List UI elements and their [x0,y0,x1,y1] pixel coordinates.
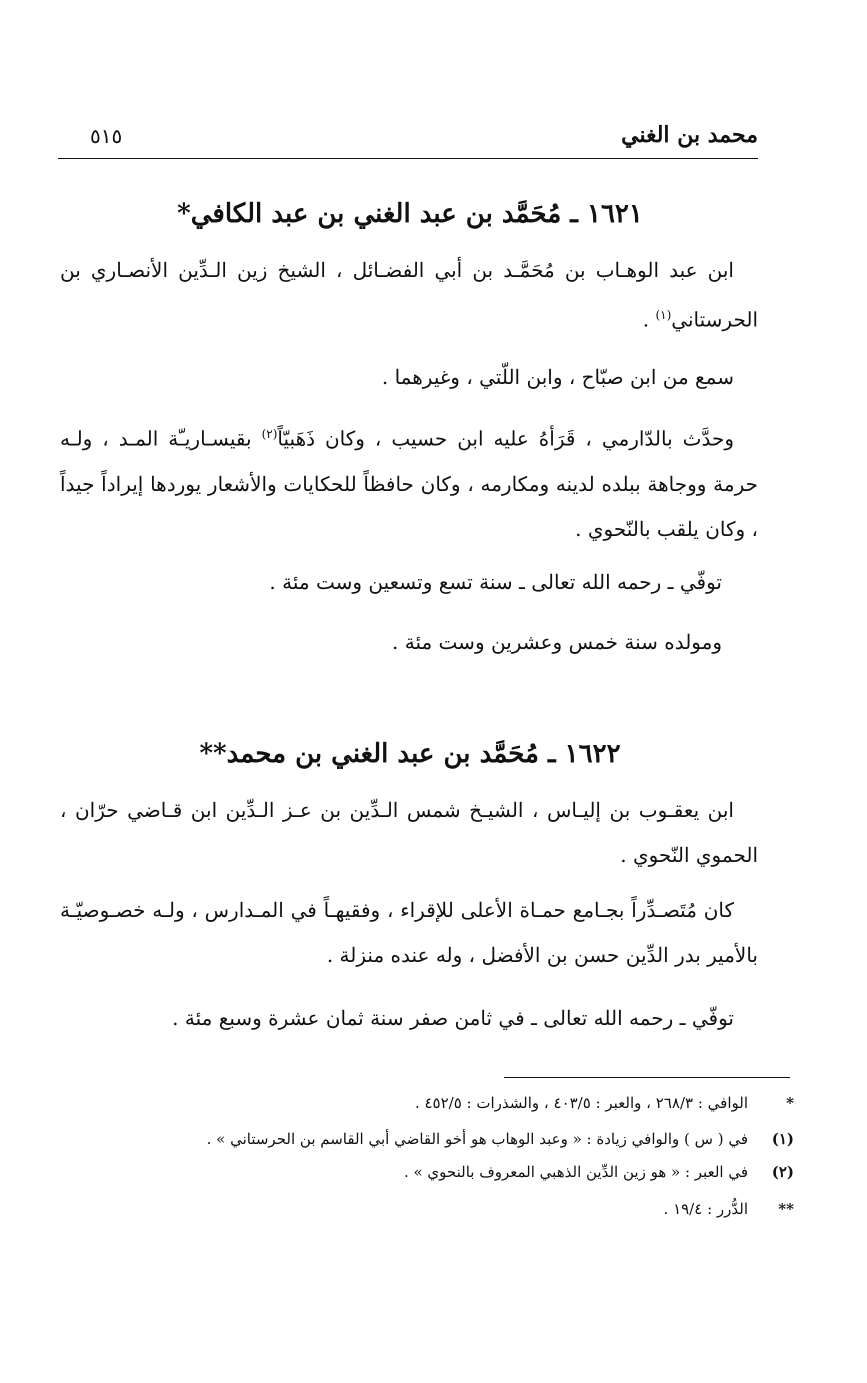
footnote-mark: ** [778,1200,794,1218]
entry-1621-paragraph-narration [60,412,758,552]
entry-1621-narration-rest: بقيسـاريـّة المـد ، ولـه حرمة ووجاهة ببلده لدينه ومكارمه ، وكان حافظاً للحكايات والأشعار يوردها إيراداً جيداً ، وكان يلقب بالنّحوي . [60,426,758,541]
footnote-text: الدُّرر : ١٩/٤ . [663,1200,748,1218]
footnote-mark: * [786,1094,794,1112]
footnote-star [150,1092,794,1114]
entry-1621-lineage-end: . [642,307,656,332]
entry-1621-paragraph-teachers: سمع من ابن صبّاح ، وابن اللّتي ، وغيرهما . [381,365,734,389]
footnote-2 [150,1161,794,1183]
footnote-1 [150,1128,794,1150]
entry-heading-1621: ١٦٢١ ـ مُحَمَّد بن عبد الغني بن عبد الكافي* [177,199,643,229]
entry-1621-paragraph-birth: ومولده سنة خمس وعشرين وست مئة . [392,630,722,654]
footnote-double-star [150,1198,794,1220]
entry-1621-lineage-text: ابن عبد الوهـاب بن مُحَمَّـد بن أبي الفضـائل ، الشيخ زين الـدِّين الأنصـاري بن الحرستاني [60,258,758,332]
running-header-title: محمد بن الغني [621,122,758,148]
entry-1621-paragraph-death: توفّي ـ رحمه الله تعالى ـ سنة تسع وتسعين وست مئة . [269,570,722,594]
footnote-mark: (٢) [771,1163,794,1181]
entry-1622-paragraph-death: توفّي ـ رحمه الله تعالى ـ في ثامن صفر سنة ثمان عشرة وسبع مئة . [172,1006,734,1030]
footnote-ref-1: (١) [655,308,672,322]
header-rule [58,158,758,159]
footnote-rule [504,1077,790,1078]
entry-heading-1622: ١٦٢٢ ـ مُحَمَّد بن عبد الغني بن محمد** [199,739,621,769]
footnote-text: في العبر : « هو زين الدِّين الذهبي المعروف بالنحوي » . [403,1163,748,1181]
footnote-mark: (١) [771,1130,794,1148]
entry-1622-paragraph-lineage: ابن يعقـوب بن إليـاس ، الشيـخ شمس الـدِّين بن عـز الـدِّين ابن قـاضي حرّان ، الحموي النّحوي . [60,798,758,867]
running-header [60,122,758,162]
page-number: ٥١٥ [90,124,123,148]
footnote-ref-2: (٢) [261,427,278,441]
entry-1622-paragraph-career: كان مُتَصـدِّراً بجـامع حمـاة الأعلى للإقراء ، وفقيهـاً في المـدارس ، ولـه خصـوصيّـة بالأمير بدر الدِّين حسن بن الأفضل ، وله عنده منزلة . [60,898,758,967]
footnote-text: الوافي : ٢٦٨/٣ ، والعبر : ٤٠٣/٥ ، والشذرات : ٤٥٢/٥ . [414,1094,748,1112]
entry-1621-narration-text: وحدَّث بالدّارمي ، قَرَأهُ عليه ابن حسيب ، وكان ذَهَبيّاً [277,426,735,451]
entry-1621-paragraph-lineage [60,248,758,343]
footnote-text: في ( س ) والوافي زيادة : « وعبد الوهاب هو أخو القاضي أبي القاسم بن الحرستاني » . [206,1130,748,1148]
